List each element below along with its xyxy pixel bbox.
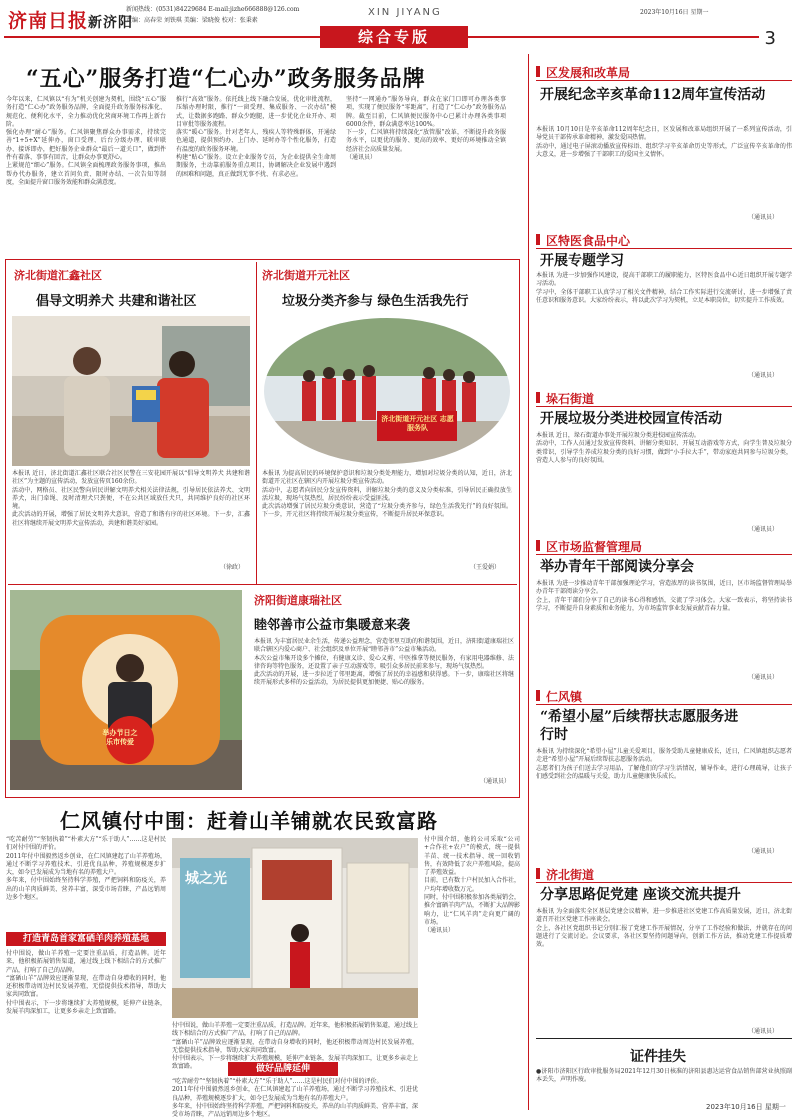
rc-tag-4: 仁风镇 bbox=[536, 688, 582, 705]
rc-text-1: 本报讯 为进一步加强作风建设，提高干部职工的履职能力，区特医食品中心近日组织开展专题学习活动。 学习中，全体干部职工认真学习了相关文件精神，结合工作实际进行交流研讨，进一步增强了责任意识和服务意识。大家纷纷表示，将以此次学习为契机，立足本职岗位，切实提升工作质效。 bbox=[536, 272, 792, 304]
box1-title: 济北街道汇鑫社区 bbox=[14, 269, 102, 282]
feature-red-label-1: 打造青岛首家富硒羊肉养殖基地 bbox=[6, 932, 166, 946]
editors: 责编：高春荣 刘铁琪 美编：梁晓俊 校对：张秉素 bbox=[126, 17, 258, 24]
rc-headline-3: 举办青年干部阅读分享会 bbox=[540, 559, 694, 575]
rc-byline-4: （通讯员） bbox=[748, 848, 779, 855]
lead-headline: “五心”服务打造“仁心办”政务服务品牌 bbox=[26, 66, 426, 92]
feature-col-1b: 付中围说，做山羊养殖一定要注重品质，打造品牌。近年来，他积极拓展销售渠道，通过线上线下相结合的方式推广产品，打响了自己的品牌。 “富硒山羊”品牌效应逐渐显现，在带动自身增收的同时，他还积极带动周边村民发展养殖，无偿提供技术指导，帮助大家共同致富。 付中围表示，下一步将继续扩大养殖规模，延伸产业链条，发展羊肉深加工，让更多乡亲走上致富路。 bbox=[6, 950, 166, 1016]
rc-headline-4: “希望小屋”后续帮扶志愿服务进行时 bbox=[540, 709, 739, 743]
pinyin-header: XIN JIYANG bbox=[368, 7, 442, 18]
section-banner: 综合专版 bbox=[320, 26, 468, 48]
rc-text-5: 本报讯 为全面落实全区基层党建会议精神，进一步推进社区党建工作高质量发展，近日，济北街道召开社区党建工作座谈会。 会上，各社区党组织书记分别汇报了党建工作开展情况，分享了工作经验和做法，并就存在的问题进行了交流讨论。会议要求，各社区要坚持问题导向，创新工作方法，推动党建工作提质增效。 bbox=[536, 908, 792, 949]
lead-col-2: 推行“高效”服务。依托线上线下融合发展，优化审批流程，压缩办理时限，推行“一窗受理、集成服务、一次办结”模式，让数据多跑路、群众少跑腿，进一步优化企业开办、项目审批等服务流程。 落实“暖心”服务。针对老年人、残疾人等特殊群体，开通绿色通道，提供预约办、上门办、延时办等个性化服务，打造有温度的政务服务环境。 构建“贴心”服务。设立企业服务专员，为企业提供全生命周期服务，主动靠前服务重点项目，协调解决企业发展中遇到的困难和问题，真正做到无事不扰、有求必应。 bbox=[176, 96, 336, 178]
notice-title: 证件挂失 bbox=[630, 1049, 686, 1065]
box1-subhead: 倡导文明养犬 共建和谐社区 bbox=[36, 294, 197, 309]
box-divider-vertical bbox=[256, 262, 257, 584]
box2-title: 济北街道开元社区 bbox=[262, 269, 350, 282]
page-number: 3 bbox=[764, 28, 776, 49]
rc-tag-3: 区市场监督管理局 bbox=[536, 538, 642, 555]
rc-tag-1: 区特医食品中心 bbox=[536, 232, 630, 249]
box1-byline: （徐政） bbox=[220, 564, 245, 571]
footer-date: 2023年10月16日 星期一 bbox=[706, 1103, 786, 1111]
feature-col-2b: “吃苦耐劳”“坚韧执着”“朴素大方”“乐于助人”……这是村民们对付中围的评价。 2011年付中围毅然返乡创业，在仁风镇建起了山羊养殖场，通过不断学习养殖技术、引进优良品种，养殖规模逐步扩大，如今已发展成为当地有名的养殖大户。 多年来，付中围始终坚持科学养殖，严把饲料和防疫关，养出的山羊肉质鲜美、营养丰富，深受市场青睐，产品远销周边多个地区。 bbox=[172, 1078, 419, 1119]
rc-headline-5: 分享思路促党建 座谈交流共提升 bbox=[540, 887, 741, 903]
rc-text-2: 本报讯 近日，垛石街道办事处开展垃圾分类进校园宣传活动。 活动中，工作人员通过发放宣传资料、讲解分类知识、开展互动游戏等方式，向学生普及垃圾分类常识，引导学生养成垃圾分类的良好习惯，做到“小手拉大手”，带动家庭共同参与垃圾分类，营造人人参与的良好氛围。 bbox=[536, 432, 792, 464]
rc-tagline-3 bbox=[536, 554, 792, 555]
rc-byline-2: （通讯员） bbox=[748, 526, 779, 533]
rc-byline-3: （通讯员） bbox=[748, 674, 779, 681]
rc-headline-0: 开展纪念辛亥革命112周年宣传活动 bbox=[540, 87, 766, 103]
rc-text-0: 本报讯 10月10日是辛亥革命112周年纪念日，区发展和改革局组织开展了一系列宣传活动，引导党员干部传承革命精神，激发爱国热情。 活动中，通过电子屏滚动播放宣传标语、组织学习辛亥革命历史等形式，广泛宣传辛亥革命的伟大意义，进一步增强了干部职工的爱国主义情怀。 bbox=[536, 126, 792, 158]
rc-headline-2: 开展垃圾分类进校园宣传活动 bbox=[540, 411, 722, 427]
box-divider-horizontal bbox=[8, 584, 517, 585]
feature-col-3: 付中围介绍，他的公司采取“公司+合作社+农户”的模式，统一提供羊苗、统一技术指导、统一回收销售，有效降低了农户养殖风险，提高了养殖效益。 目前，已有数十户村民加入合作社，户均年增收数万元。 同时，付中围积极参加各类展销会，推介富硒羊肉产品，不断扩大品牌影响力，让“仁风羊肉”走向更广阔的市场。 （通讯员） bbox=[424, 836, 521, 935]
rc-tagline-0 bbox=[536, 80, 792, 81]
lead-col-3: 坚持“一网通办”服务导向，群众在家门口即可办理各类事项，实现了便民服务“零距离”，打造了“仁心办”政务服务品牌。截至目前，仁风镇便民服务中心已累计办理各类事项6000余件，群众满意率达100%。 下一步，仁风镇将持续深化“放管服”改革，不断提升政务服务水平，以更优的服务、更高的效率、更好的环境推动全镇经济社会高质量发展。 （通讯员） bbox=[346, 96, 506, 162]
rc-byline-5: （通讯员） bbox=[748, 1028, 779, 1035]
notice-text: ●济阳市济阳区行政审批服务局2021年12月30日核准的济阳县惠达运营食品销售部营业执照副本丢失，声明作废。 bbox=[536, 1068, 792, 1084]
lead-col-1: 今年以来，仁风镇以“有为”机关创建为契机，围绕“五心”服务打造“仁心办”政务服务品牌，全面提升政务服务标准化、规范化、便利化水平，全力推动优化营商环境工作再上新台阶。 强化办理“耐心”服务。仁风镇聚焦群众办事需求，持续完善“1+5+X”延伸办，窗口受理、后台分级办理、联审联办、接诉即办，把好服务企业群众“最后一道关口”，做到件件有着落、事事有回音，让群众办事更舒心。 上紧规范“细心”服务。仁风镇全面梳理政务服务事项，推出帮办代办服务，建立首问负责、限时办结、一次告知等制度，全面提升窗口服务效能和群众满意度。 bbox=[6, 96, 166, 186]
hotline: 新闻热线：(0531)84229684 E-mail:jizhe666888@126.com bbox=[126, 6, 300, 13]
rc-tagline-4 bbox=[536, 704, 792, 705]
paper-masthead bbox=[8, 6, 133, 33]
paper-name: 济南日报 bbox=[8, 10, 89, 32]
rc-tag-5: 济北街道 bbox=[536, 866, 594, 883]
right-column-rule bbox=[528, 54, 529, 1110]
rc-text-3: 本报讯 为进一步推动青年干部加强理论学习，营造浓厚的读书氛围，近日，区市场监督管理局举办青年干部阅读分享会。 会上，青年干部们分享了自己的读书心得和感悟，交流了学习体会。大家一致表示，将坚持读书学习，不断提升自身素质和业务能力，为市场监管事业发展贡献青春力量。 bbox=[536, 580, 792, 612]
feature-headline: 仁风镇付中围：赶着山羊铺就农民致富路 bbox=[60, 809, 438, 833]
box1-photo bbox=[12, 316, 250, 466]
box3-title: 济阳街道康瑞社区 bbox=[254, 594, 342, 607]
rc-text-4: 本报讯 为持续深化“希望小屋”儿童关爱项目，服务受助儿童健康成长，近日，仁风镇组织志愿者走进“希望小屋”开展后续帮扶志愿服务活动。 志愿者们为孩子们送去学习用品，了解他们的学习生活情况，辅导作业，进行心理疏导，让孩子们感受到社会的温暖与关爱，助力儿童健康快乐成长。 bbox=[536, 748, 792, 780]
box2-banner-text: 济北街道开元社区 志愿服务队 bbox=[381, 414, 454, 432]
box3-sign-text: 举办节日之 乐市传爱 bbox=[102, 728, 138, 746]
box1-text: 本报讯 近日，济北街道汇鑫社区联合社区民警在三安花园开展以“倡导文明养犬 共建和谐社区”为主题的宣传活动，发放宣传页160余份。 活动中，网格员、社区民警向居民讲解文明养犬相关法律法规，引导居民依法养犬、文明养犬，出门牵绳、及时清理犬只粪便，不在公共区域放任犬只，共同维护良好的社区环境。 此次活动的开展，增强了居民文明养犬意识，营造了和谐有序的社区环境。下一步，汇鑫社区将继续开展文明养犬宣传活动，共建和谐美好家园。 bbox=[12, 470, 250, 527]
box2-byline: （王爱娟） bbox=[470, 564, 501, 571]
rc-headline-1: 开展专题学习 bbox=[540, 253, 624, 269]
feature-photo-caption: 城之光 bbox=[185, 871, 227, 887]
box3-subhead: 睦邻善市公益市集暖意来袭 bbox=[254, 618, 411, 633]
rc-tagline-5 bbox=[536, 882, 792, 883]
feature-col-1: “吃苦耐劳”“坚韧执着”“朴素大方”“乐于助人”……这是村民们对付中围的评价。 2011年付中围毅然返乡创业，在仁风镇建起了山羊养殖场，通过不断学习养殖技术、引进优良品种，养殖规模逐步扩大，如今已发展成为当地有名的养殖大户。 多年来，付中围始终坚持科学养殖，严把饲料和防疫关，养出的山羊肉质鲜美、营养丰富，深受市场青睐，产品远销周边多个地区。 bbox=[6, 836, 166, 902]
notice-rule bbox=[536, 1038, 792, 1039]
feature-col-2: 付中围说，做山羊养殖一定要注重品质，打造品牌。近年来，他积极拓展销售渠道，通过线上线下相结合的方式推广产品，打响了自己的品牌。 “富硒山羊”品牌效应逐渐显现，在带动自身增收的同时，他还积极带动周边村民发展养殖，无偿提供技术指导，帮助大家共同致富。 付中围表示，下一步将继续扩大养殖规模，延伸产业链条，发展羊肉深加工，让更多乡亲走上致富路。 bbox=[172, 1022, 419, 1071]
feature-red-label-2: 做好品牌延伸 bbox=[228, 1062, 338, 1076]
box2-photo bbox=[262, 316, 512, 466]
rc-tag-0: 区发展和改革局 bbox=[536, 64, 630, 81]
edition-name: 新济阳 bbox=[88, 15, 134, 31]
feature-photo bbox=[172, 838, 418, 1018]
rc-tag-2: 垛石街道 bbox=[536, 390, 594, 407]
rc-tagline-2 bbox=[536, 406, 792, 407]
box3-text: 本报讯 为丰富居民业余生活，传递公益理念，营造邻里互助的和谐氛围，近日，济阳街道康瑞社区联合辖区内爱心商户、社会组织及单位开展“睦邻善市”公益市集活动。 本次公益市集开设多个摊位，有健康义诊、爱心义剪、中医推拿等便民服务，有家用电器维修、法律咨询等特色服务，还设置了亲子互动游戏等，吸引众多居民前来参与，现场气氛热烈。 此次活动的开展，进一步拉近了邻里距离，增强了居民的幸福感和获得感。下一步，康瑞社区将继续开展形式多样的公益活动，为居民提供更加便捷、贴心的服务。 bbox=[254, 638, 514, 687]
rc-tagline-1 bbox=[536, 248, 792, 249]
masthead-date: 2023年10月16日 星期一 bbox=[640, 9, 709, 16]
box2-subhead: 垃圾分类齐参与 绿色生活我先行 bbox=[282, 294, 469, 309]
box3-photo bbox=[10, 590, 242, 790]
box3-byline: （通讯员） bbox=[480, 778, 511, 785]
rc-byline-0: （通讯员） bbox=[748, 214, 779, 221]
rc-byline-1: （通讯员） bbox=[748, 372, 779, 379]
box2-text: 本报讯 为提高居民的环境保护意识和垃圾分类处理能力，增加对垃圾分类的认知，近日，济北街道开元社区在辖区内开展垃圾分类宣传活动。 活动中，志愿者向居民分发宣传资料，讲解垃圾分类的意义及分类标准，引导居民正确投放生活垃圾，现场气氛热烈，居民纷纷表示受益匪浅。 此次活动增强了居民垃圾分类意识，营造了“垃圾分类齐参与，绿色生活我先行”的良好氛围。下一步，开元社区将持续开展垃圾分类宣传，不断提升居民环保意识。 bbox=[262, 470, 512, 519]
